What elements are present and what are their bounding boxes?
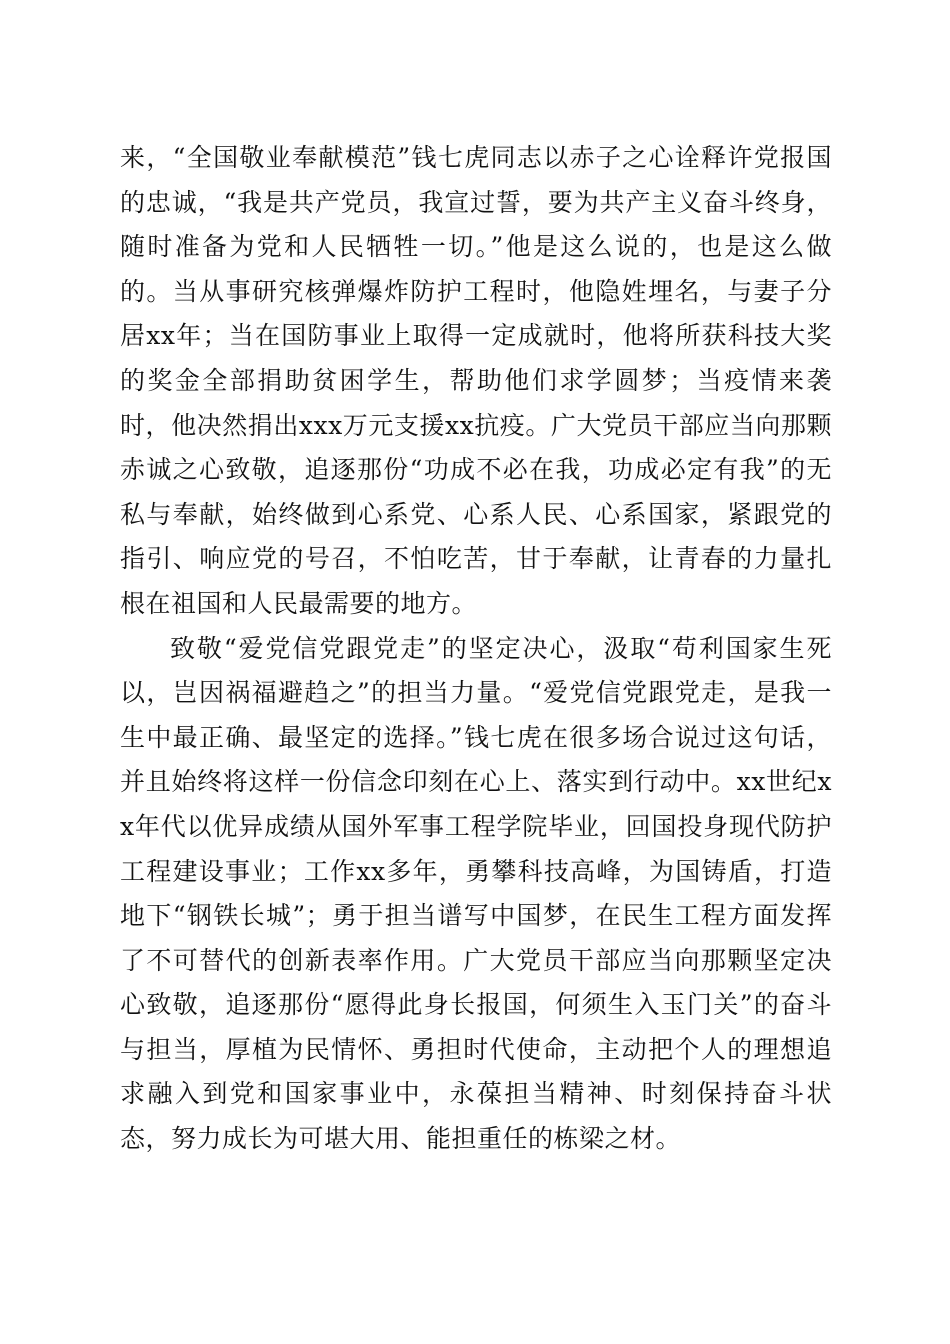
paragraph-1: 来，“全国敬业奉献模范”钱七虎同志以赤子之心诠释许党报国的忠诚，“我是共产党员，我宣过誓，要为共产主义奋斗终身，随时准备为党和人民牺牲一切。”他是这么说的，也是这么做的。当从事研究核弹爆炸防护工程时，他隐姓埋名，与妻子分居xx年；当在国防事业上取得一定成就时，他将所获科技大奖的奖金全部捐助贫困学生，帮助他们求学圆梦；当疫情来袭时，他决然捐出xxx万元支援xx抗疫。广大党员干部应当向那颗赤诚之心致敬，追逐那份“功成不必在我，功成必定有我”的无私与奉献，始终做到心系党、心系人民、心系国家，紧跟党的指引、响应党的号召，不怕吃苦，甘于奉献，让青春的力量扎根在祖国和人民最需要的地方。: [120, 143, 832, 618]
paragraph-2: 致敬“爱党信党跟党走”的坚定决心，汲取“苟利国家生死以，岂因祸福避趋之”的担当力量。“爱党信党跟党走，是我一生中最正确、最坚定的选择。”钱七虎在很多场合说过这句话，并且始终将这样一份信念印刻在心上、落实到行动中。xx世纪xx年代以优异成绩从国外军事工程学院毕业，回国投身现代防护工程建设事业；工作xx多年，勇攀科技高峰，为国铸盾，打造地下“钢铁长城”；勇于担当谱写中国梦，在民生工程方面发挥了不可替代的创新表率作用。广大党员干部应当向那颗坚定决心致敬，追逐那份“愿得此身长报国，何须生入玉门关”的奋斗与担当，厚植为民情怀、勇担时代使命，主动把个人的理想追求融入到党和国家事业中，永葆担当精神、时刻保持奋斗状态，努力成长为可堪大用、能担重任的栋梁之材。: [120, 633, 832, 1154]
document-body: [120, 136, 832, 1162]
